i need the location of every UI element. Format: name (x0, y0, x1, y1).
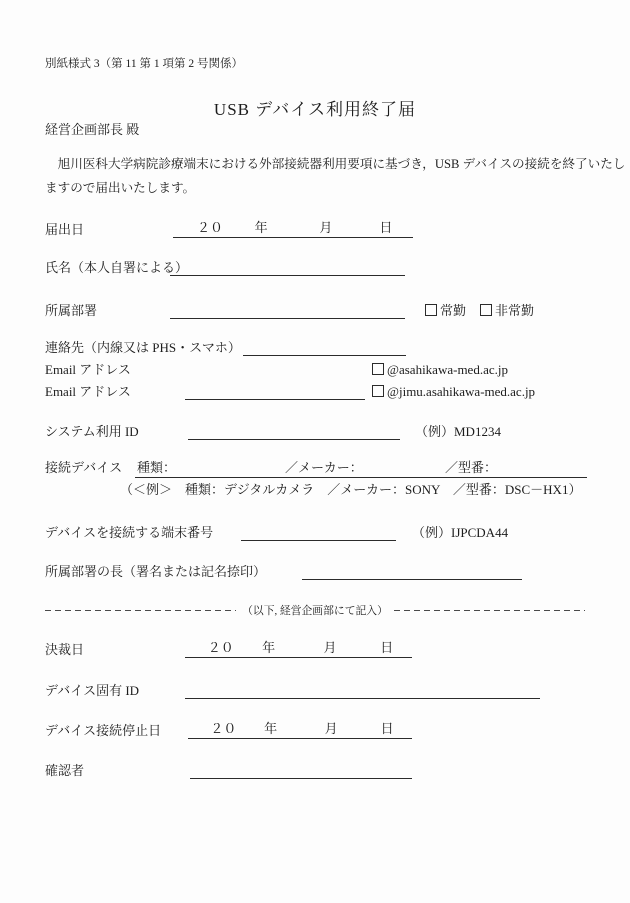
terminal-label: デバイスを接続する端末番号 (45, 525, 214, 540)
checkbox-domain-jimu[interactable] (372, 382, 535, 402)
department-label: 所属部署 (45, 303, 98, 318)
confirmer-label: 確認者 (45, 763, 85, 778)
approval-date-century: ２０ (207, 640, 234, 655)
device-id-row (0, 681, 630, 701)
device-label: 接続デバイス (45, 460, 123, 475)
email2-domain: @jimu.asahikawa-med.ac.jp (387, 384, 536, 399)
checkbox-icon (480, 304, 492, 316)
approval-date-year-unit: 年 (262, 640, 276, 655)
intro-line-1: 旭川医科大学病院診療端末における外部接続器利用要項に基づき，USB デバイスの接続を終了いたし (45, 157, 626, 171)
checkbox-fulltime[interactable] (425, 301, 466, 321)
report-date-row (0, 220, 630, 240)
report-date-year-unit: 年 (254, 220, 268, 235)
stop-date-day-unit: 日 (380, 721, 394, 736)
intro-line-2: ますので届出いたします。 (45, 181, 196, 195)
contact-input[interactable] (243, 337, 406, 356)
name-row (0, 258, 630, 278)
stop-date-row (0, 721, 630, 741)
device-id-label: デバイス固有 ID (45, 683, 140, 698)
page-title: USB デバイス利用終了届 (213, 100, 417, 119)
report-date-day-unit: 日 (379, 220, 393, 235)
stop-date-input[interactable] (188, 720, 412, 739)
device-maker-label: ／メーカー： (285, 460, 363, 475)
department-row (0, 301, 630, 321)
contact-row (0, 338, 630, 358)
report-date-month-unit: 月 (319, 220, 333, 235)
checkbox-icon (372, 363, 384, 375)
dept-head-input[interactable] (302, 561, 522, 580)
email2-row (0, 382, 630, 402)
addressee: 経営企画部長 殿 (45, 122, 140, 137)
separator-text: （以下, 経営企画部にて記入） (242, 604, 388, 617)
approval-date-label: 決裁日 (45, 642, 85, 657)
stop-date-century: ２０ (210, 721, 237, 736)
device-example: （＜例＞ 種類：デジタルカメラ ／メーカー：SONY ／型番：DSC－HX1） (120, 482, 582, 497)
checkbox-icon (372, 385, 384, 397)
confirmer-input[interactable] (190, 760, 412, 779)
name-label: 氏名（本人自署による） (45, 260, 189, 275)
contact-label: 連絡先（内線又は PHS・スマホ） (45, 340, 241, 355)
system-id-label: システム利用 ID (45, 424, 139, 439)
email1-label: Email アドレス (45, 362, 131, 377)
confirmer-row (0, 761, 630, 781)
system-id-input[interactable] (188, 421, 400, 440)
stop-date-month-unit: 月 (324, 721, 338, 736)
terminal-example: （例）IJPCDA44 (412, 525, 509, 540)
email1-domain: @asahikawa-med.ac.jp (387, 362, 508, 377)
checkbox-parttime[interactable] (480, 301, 534, 321)
report-date-century: ２０ (197, 220, 224, 235)
checkbox-fulltime-label: 常勤 (440, 303, 467, 318)
system-id-row (0, 422, 630, 442)
checkbox-parttime-label: 非常勤 (495, 303, 535, 318)
approval-date-month-unit: 月 (323, 640, 337, 655)
dept-head-row (0, 562, 630, 582)
device-input[interactable] (135, 459, 587, 478)
department-input[interactable] (170, 300, 405, 319)
stop-date-label: デバイス接続停止日 (45, 723, 162, 738)
stop-date-year-unit: 年 (264, 721, 278, 736)
approval-date-day-unit: 日 (380, 640, 394, 655)
device-id-input[interactable] (185, 680, 540, 699)
device-type-label: 種類： (137, 460, 177, 475)
device-example-row (0, 480, 630, 500)
report-date-label: 届出日 (45, 222, 85, 237)
checkbox-icon (425, 304, 437, 316)
separator-dashes-left (45, 610, 236, 611)
approval-date-row (0, 640, 630, 660)
terminal-input[interactable] (241, 522, 396, 541)
email2-label: Email アドレス (45, 384, 131, 399)
terminal-row (0, 523, 630, 543)
office-use-separator (45, 600, 585, 620)
checkbox-domain-asahikawa[interactable] (372, 360, 508, 380)
system-id-example: （例）MD1234 (415, 424, 501, 439)
device-row (0, 458, 630, 478)
dept-head-label: 所属部署の長（署名または記名捺印） (45, 564, 267, 579)
separator-dashes-right (394, 610, 585, 611)
email2-input[interactable] (185, 381, 365, 400)
approval-date-input[interactable] (185, 639, 412, 658)
email1-row (0, 360, 630, 380)
name-input[interactable] (170, 257, 405, 276)
device-model-label: ／型番： (445, 460, 498, 475)
form-number: 別紙様式 3（第 11 第 1 項第 2 号関係） (45, 58, 243, 70)
report-date-input[interactable] (173, 219, 413, 238)
